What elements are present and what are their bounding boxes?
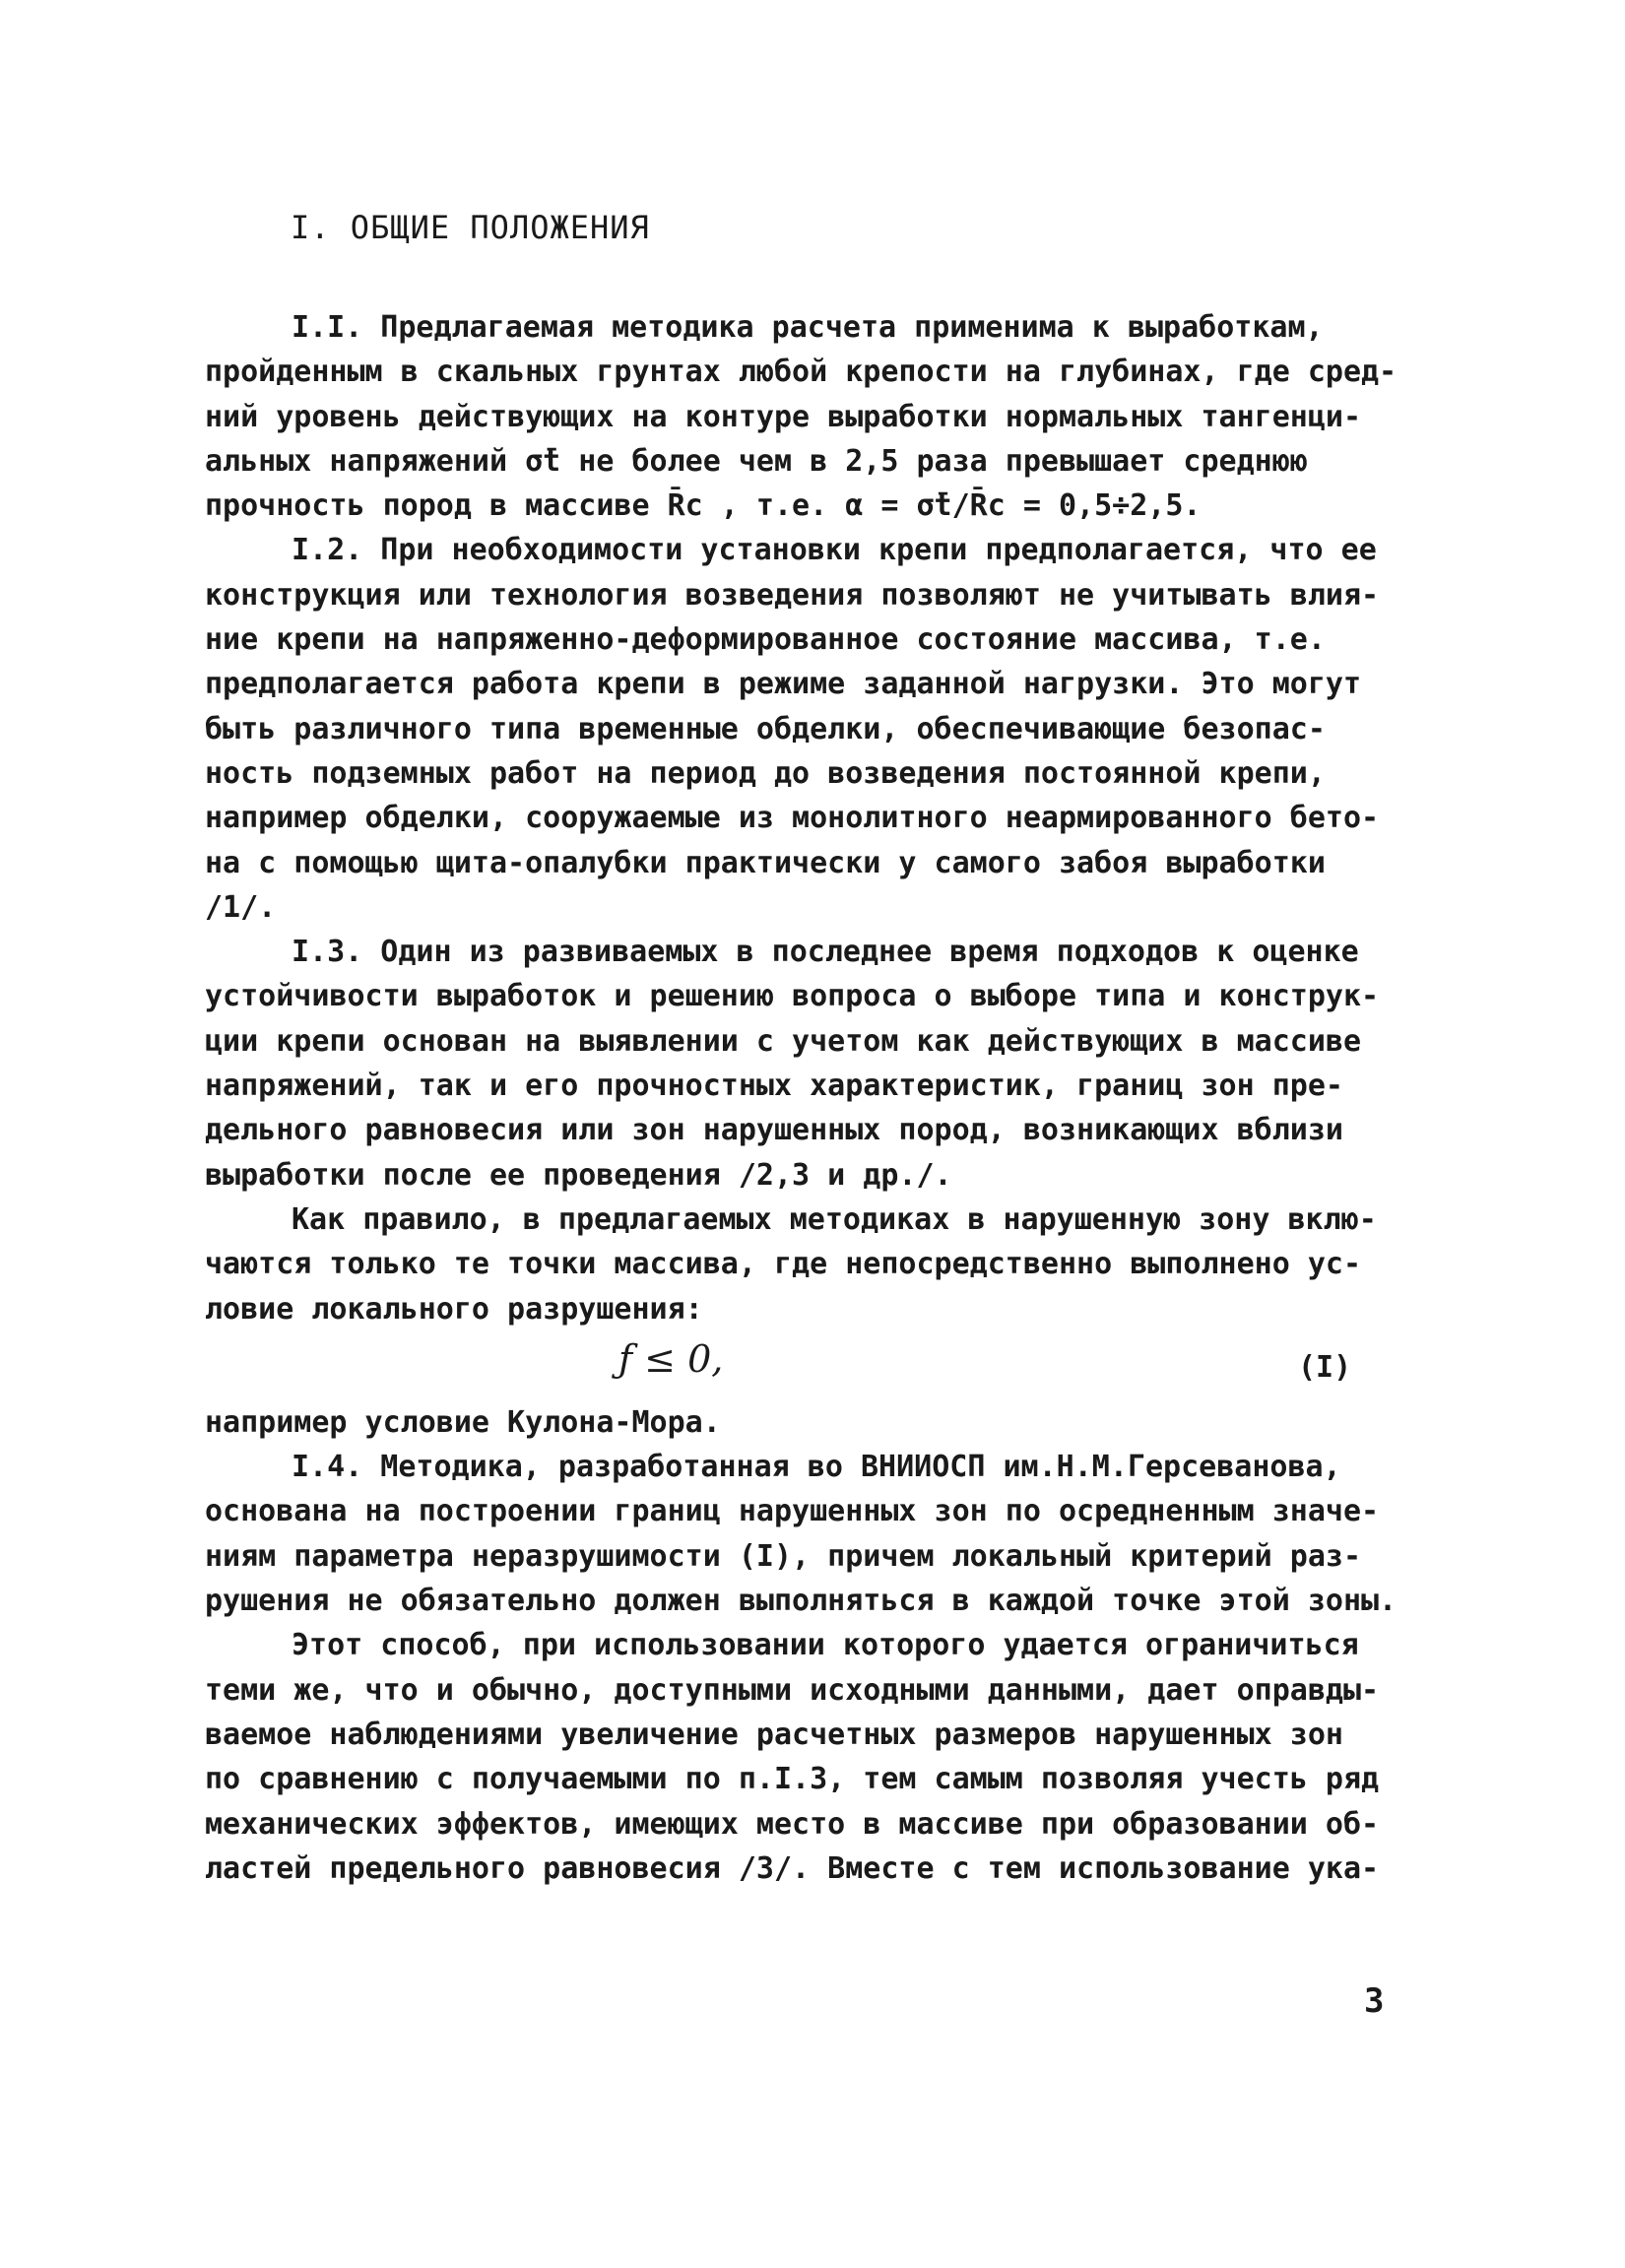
text-line: теми же, что и обычно, доступными исходными данными, дает оправды- (205, 1672, 1380, 1708)
text-line: механических эффектов, имеющих место в массиве при образовании об- (205, 1806, 1380, 1842)
text-line: ластей предельного равновесия /3/. Вместе с тем использование ука- (205, 1850, 1380, 1886)
text-line: ние крепи на напряженно-деформированное состояние массива, т.е. (205, 622, 1326, 658)
formula-row (205, 1331, 1411, 1400)
text-line: предполагается работа крепи в режиме заданной нагрузки. Это могут (205, 667, 1361, 702)
page-number: 3 (1364, 1981, 1385, 2021)
text-line: ний уровень действующих на контуре выработки нормальных тангенци- (205, 399, 1361, 434)
body-text (205, 305, 1411, 1891)
text-line: ловие локального разрушения: (205, 1291, 703, 1327)
formula-expression: ƒ ≤ 0, (618, 1336, 724, 1381)
formula-number: (I) (1298, 1349, 1352, 1385)
text-line: I.I. Предлагаемая методика расчета применима к выработкам, (292, 310, 1324, 345)
text-line: альных напряжений σ̄t не более чем в 2,5 раза превышает среднюю (205, 443, 1308, 479)
text-line: например обделки, сооружаемые из монолитного неармированного бето- (205, 801, 1380, 836)
text-line: например условие Кулона-Мора. (205, 1404, 721, 1440)
text-line: Как правило, в предлагаемых методиках в нарушенную зону вклю- (292, 1201, 1377, 1237)
text-line: ваемое наблюдениями увеличение расчетных размеров нарушенных зон (205, 1717, 1343, 1752)
text-line: основана на построении границ нарушенных зон по осредненным значе- (205, 1494, 1380, 1529)
text-line: /1/. (205, 889, 277, 925)
text-line: прочность пород в массиве R̄c , т.е. α = σ̄t/R̄c = 0,5÷2,5. (205, 488, 1202, 524)
text-line: конструкция или технология возведения позволяют не учитывать влия- (205, 577, 1380, 613)
text-line: I.2. При необходимости установки крепи предполагается, что ее (292, 533, 1377, 568)
text-line: быть различного типа временные обделки, обеспечивающие безопас- (205, 711, 1326, 746)
text-line: пройденным в скальных грунтах любой крепости на глубинах, где сред- (205, 355, 1398, 390)
text-line: I.3. Один из развиваемых в последнее время подходов к оценке (292, 935, 1359, 970)
text-line: Этот способ, при использовании которого удается ограничиться (292, 1628, 1359, 1663)
text-line: напряжений, так и его прочностных характеристик, границ зон пре- (205, 1069, 1343, 1104)
text-line: I.4. Методика, разработанная во ВНИИОСП им.Н.М.Герсеванова, (292, 1450, 1341, 1485)
text-line: рушения не обязательно должен выполняться в каждой точке этой зоны. (205, 1584, 1398, 1619)
text-line: ниям параметра неразрушимости (I), причем локальный критерий раз- (205, 1538, 1361, 1574)
text-line: ность подземных работ на период до возведения постоянной крепи, (205, 755, 1326, 791)
text-line: чаются только те точки массива, где непосредственно выполнено ус- (205, 1247, 1361, 1282)
text-line: по сравнению с получаемыми по п.I.3, тем самым позволяя учесть ряд (205, 1762, 1380, 1797)
text-line: устойчивости выработок и решению вопроса о выборе типа и конструк- (205, 979, 1380, 1014)
text-line: ции крепи основан на выявлении с учетом как действующих в массиве (205, 1023, 1361, 1059)
text-line: выработки после ее проведения /2,3 и др./. (205, 1157, 952, 1193)
section-title: I. ОБЩИЕ ПОЛОЖЕНИЯ (291, 209, 650, 246)
text-line: дельного равновесия или зон нарушенных пород, возникающих вблизи (205, 1113, 1343, 1148)
paragraphs-after-formula (205, 1400, 1411, 1891)
paragraphs-before-formula (205, 305, 1411, 1331)
text-line: на с помощью щита-опалубки практически у самого забоя выработки (205, 845, 1326, 880)
